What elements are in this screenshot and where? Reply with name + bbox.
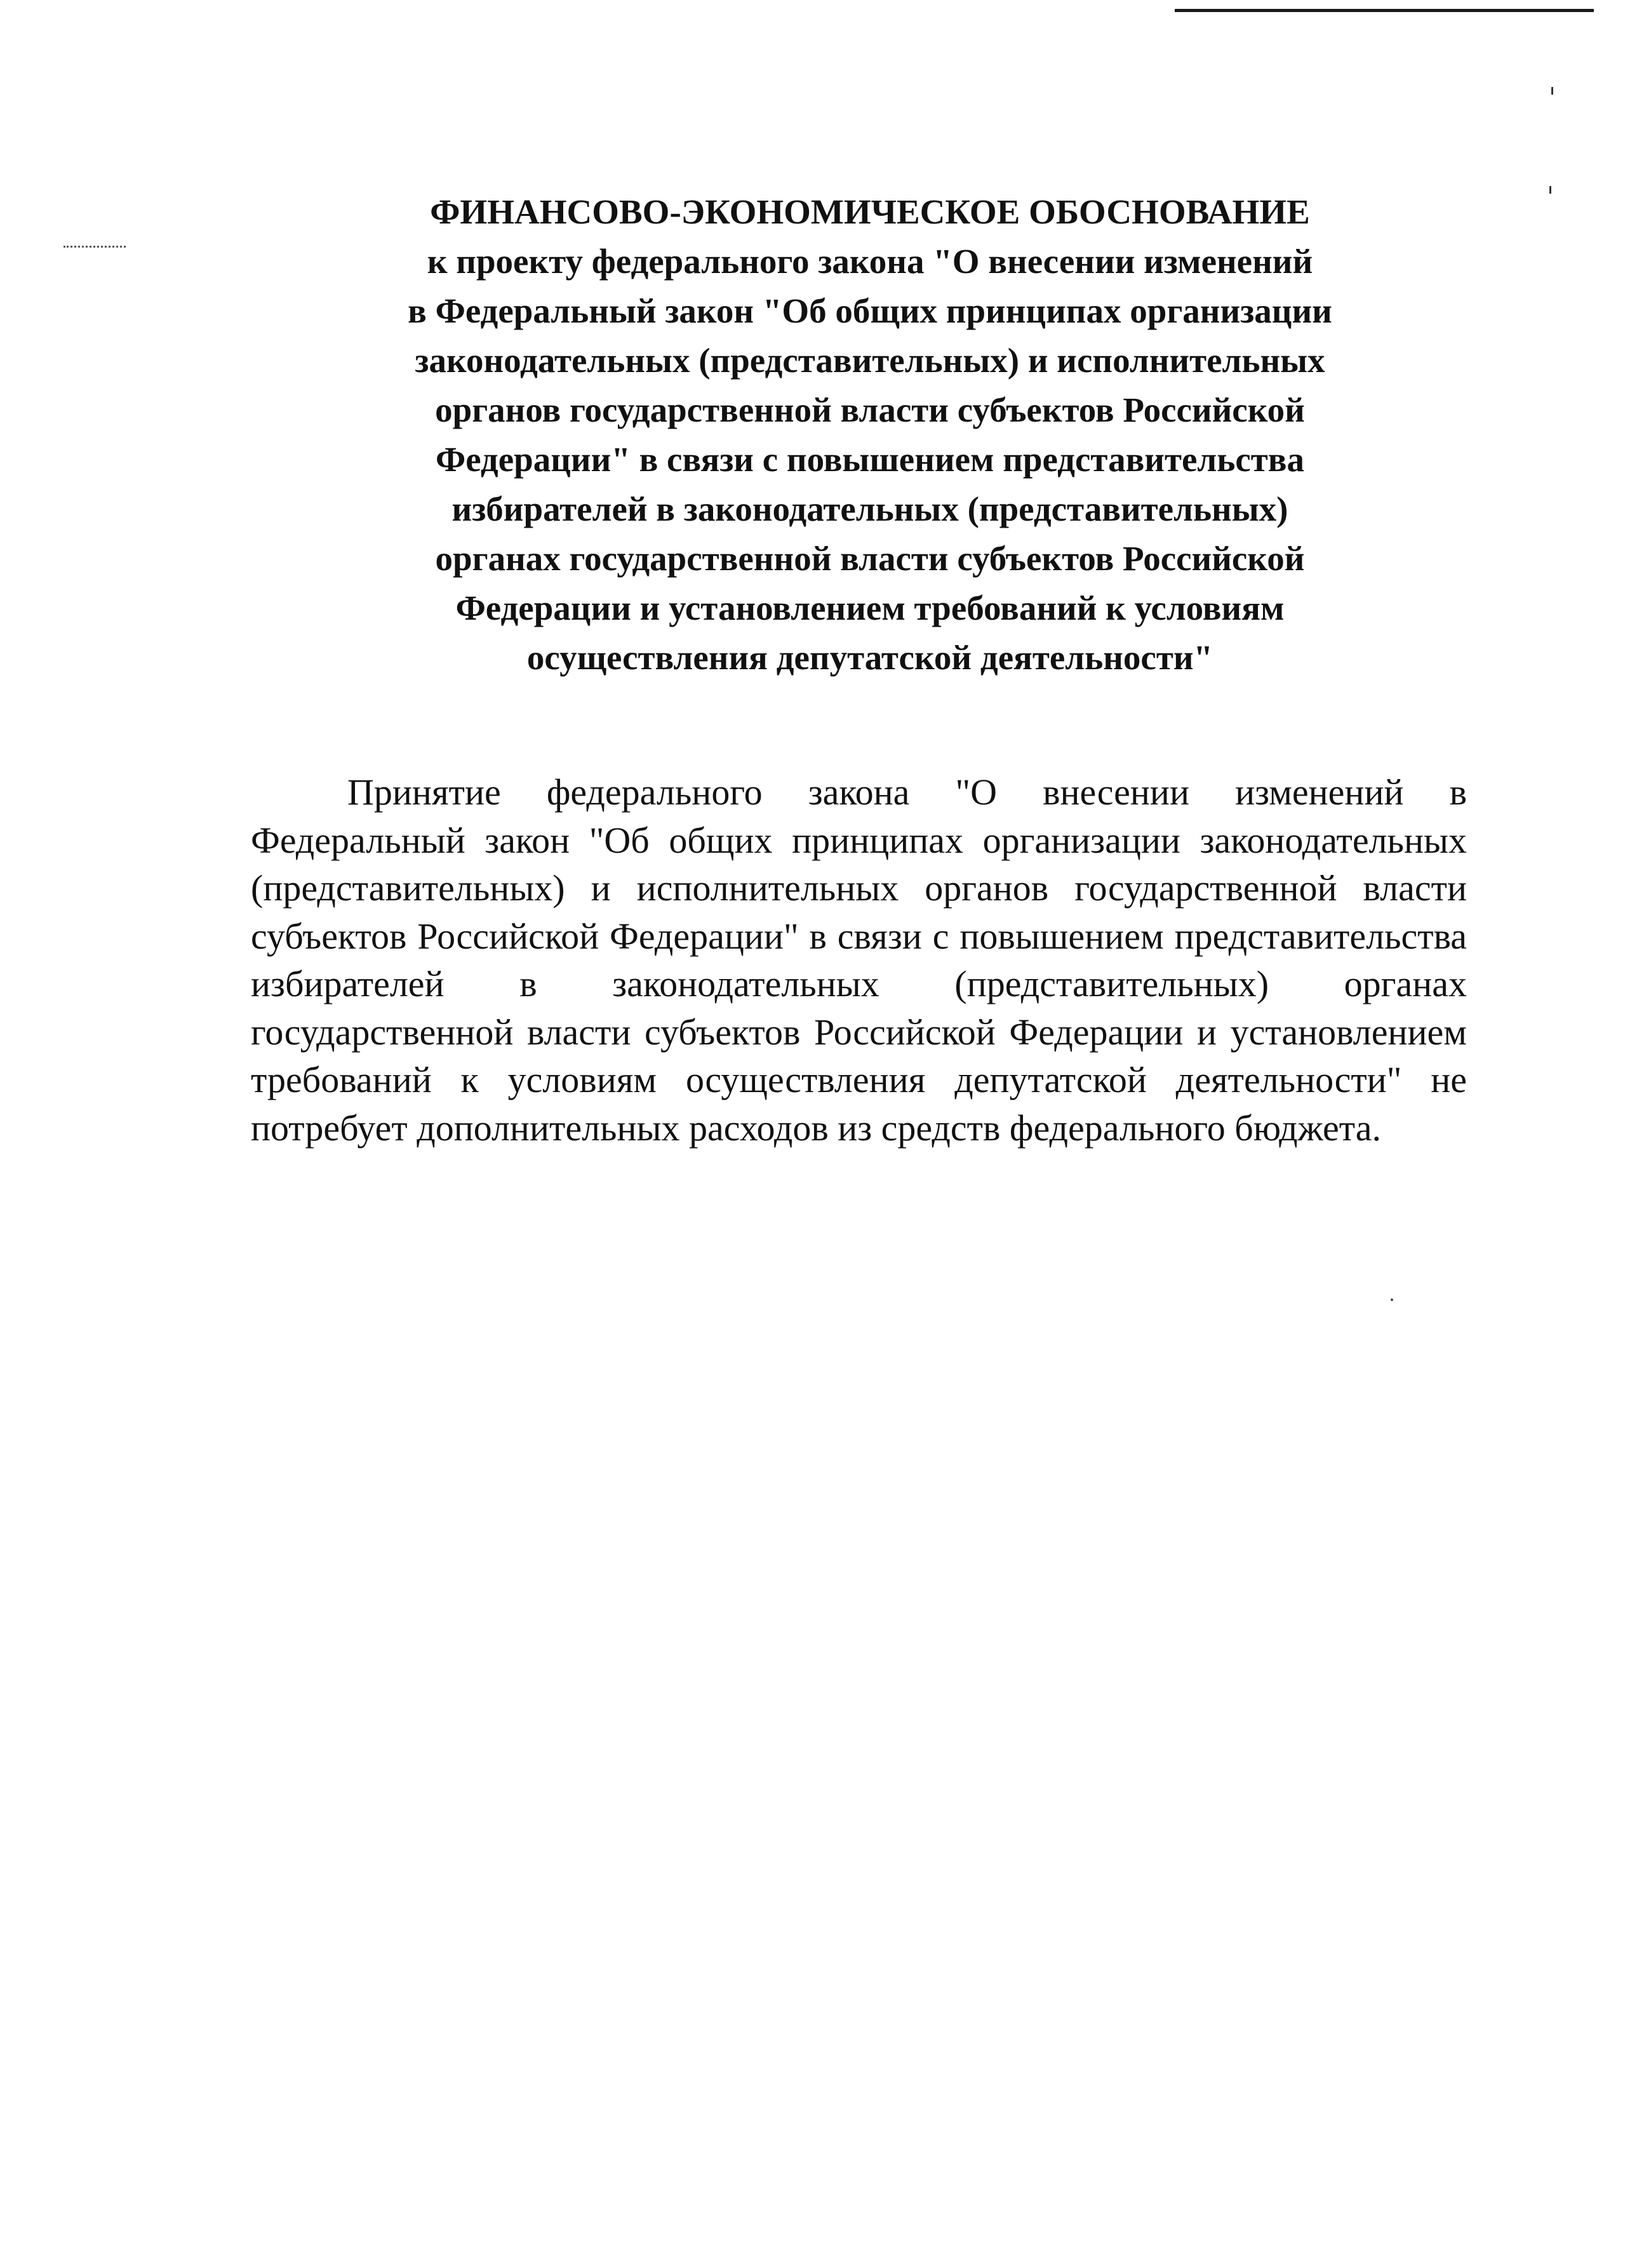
- scan-top-rule: [1175, 9, 1594, 12]
- title-line: органах государственной власти субъектов Российской: [435, 539, 1305, 578]
- title-line: законодательных (представительных) и исполнительных: [415, 341, 1325, 380]
- scan-left-dash: [63, 246, 126, 250]
- scan-margin-mark: [1551, 87, 1553, 95]
- title-line: органов государственной власти субъектов Российской: [435, 390, 1305, 429]
- document-title: [317, 187, 1422, 683]
- title-line: Федерации и установлением требований к условиям: [455, 589, 1285, 627]
- title-line: избирателей в законодательных (представительных): [451, 490, 1288, 528]
- scan-margin-mark: [1549, 186, 1551, 194]
- title-line: в Федеральный закон "Об общих принципах организации: [408, 291, 1332, 330]
- scan-dot: [1391, 1298, 1393, 1301]
- title-line: осуществления депутатской деятельности": [526, 638, 1213, 677]
- body-paragraph: Принятие федерального закона "О внесении изменений в Федеральный закон "Об общих принципах организации законодательных (представительных) и исполнительных органов государственной власти субъектов Российской Федерации" в связи с повышением представительства избирателей в законодательных (представительных) органах государственной власти субъектов Российской Федерации и установлением требований к условиям осуществления депутатской деятельности" не потребует дополнительных расходов из средств федерального бюджета.: [251, 771, 1467, 1149]
- title-heading: ФИНАНСОВО-ЭКОНОМИЧЕСКОЕ ОБОСНОВАНИЕ: [430, 192, 1310, 231]
- title-line: к проекту федерального закона "О внесении изменений: [427, 242, 1313, 281]
- title-line: Федерации" в связи с повышением представительства: [436, 440, 1304, 479]
